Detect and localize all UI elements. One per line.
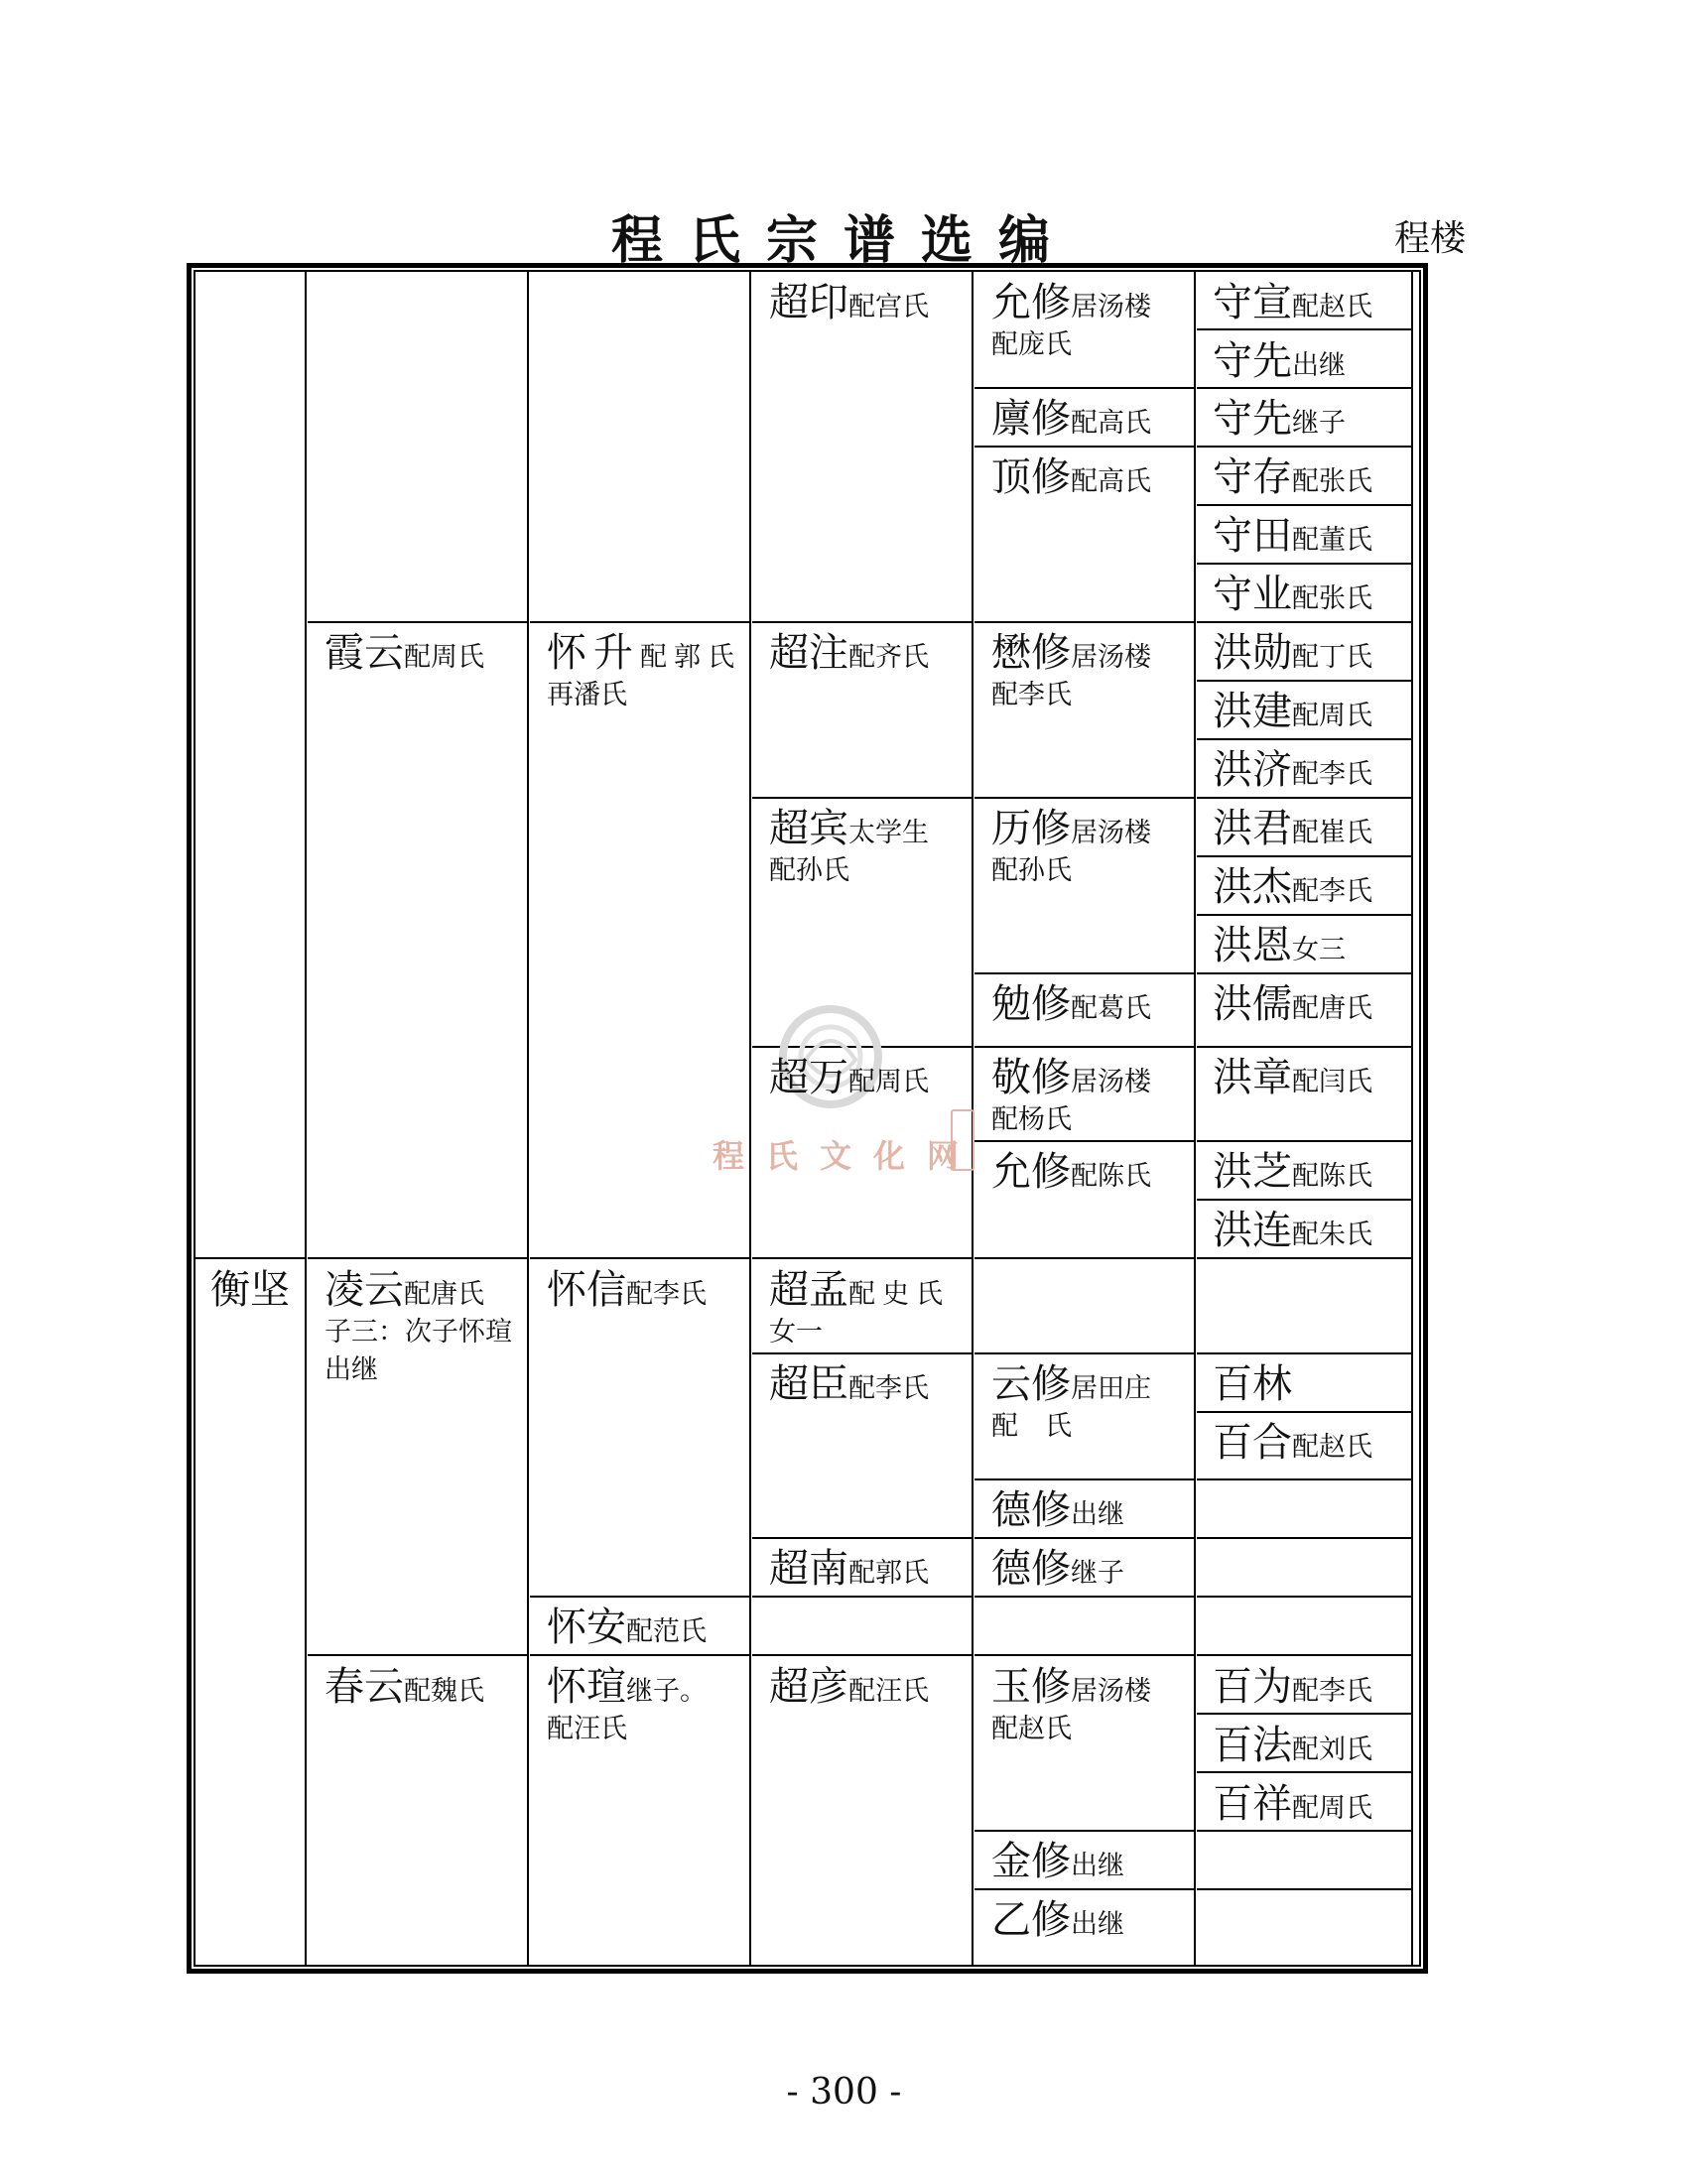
name: 勉修	[991, 981, 1071, 1027]
spouse: 配李氏	[626, 1279, 707, 1310]
person-huaisheng	[547, 630, 741, 716]
spouse: 配丁氏	[1292, 642, 1372, 673]
watermark-text: 程氏文化网	[713, 1137, 981, 1175]
person-shoucun	[1213, 454, 1372, 500]
person-hongen	[1213, 923, 1346, 968]
person-hongxun	[1213, 630, 1372, 676]
name: 凌云	[325, 1267, 404, 1313]
name: 守田	[1213, 513, 1292, 559]
name: 超万	[769, 1055, 848, 1100]
note: 继子	[1292, 408, 1346, 439]
spouse: 配赵氏	[1292, 1432, 1372, 1463]
name: 德修	[991, 1487, 1071, 1533]
spouse: 配庞氏	[991, 329, 1072, 360]
name: 百法	[1213, 1723, 1292, 1768]
name: 守先	[1213, 396, 1292, 442]
spouse: 配唐氏	[1292, 993, 1372, 1024]
person-linxiu	[991, 396, 1151, 442]
name: 春云	[325, 1664, 404, 1710]
spouse: 配周氏	[1292, 1793, 1372, 1824]
person-yixiu	[991, 1897, 1124, 1943]
person-chaowan	[769, 1055, 929, 1100]
name: 洪芝	[1213, 1149, 1292, 1195]
name: 怀升	[547, 630, 640, 676]
name: 允修	[991, 280, 1071, 325]
spouse: 配李氏	[1292, 759, 1372, 790]
name: 敬修	[991, 1055, 1071, 1100]
name: 廪修	[991, 396, 1071, 442]
person-baiwei	[1213, 1664, 1372, 1710]
note: 出继	[1071, 1499, 1124, 1530]
residence: 居汤楼	[1071, 1676, 1151, 1707]
person-baihe	[1213, 1420, 1372, 1466]
name: 允修	[991, 1149, 1071, 1195]
name: 超印	[769, 280, 848, 325]
name: 洪建	[1213, 689, 1292, 734]
person-yunxiu-1	[991, 280, 1151, 366]
name: 衡坚	[210, 1267, 290, 1313]
person-jinxiu	[991, 1839, 1124, 1884]
name: 洪济	[1213, 747, 1292, 793]
person-chunyun	[325, 1664, 484, 1710]
name: 超彦	[769, 1664, 848, 1710]
person-yuxiu	[991, 1664, 1151, 1750]
name: 超南	[769, 1546, 848, 1592]
name: 洪儒	[1213, 981, 1292, 1027]
name: 百祥	[1213, 1781, 1292, 1827]
spouse: 配周氏	[1292, 701, 1372, 731]
person-huaixin	[547, 1267, 707, 1313]
note: 出继	[1292, 350, 1346, 381]
watermark-stamp-icon	[951, 1109, 974, 1171]
spouse: 配赵氏	[1292, 292, 1372, 322]
person-lixiu	[991, 806, 1151, 892]
residence: 居汤楼	[1071, 642, 1151, 673]
spouse: 配齐氏	[848, 642, 929, 673]
spouse: 配郭氏	[640, 642, 741, 673]
name: 懋修	[991, 630, 1071, 676]
name: 云修	[991, 1361, 1071, 1407]
person-dexiu-1	[991, 1487, 1124, 1533]
name: 守宣	[1213, 280, 1292, 325]
person-shouye	[1213, 572, 1372, 617]
residence: 居汤楼	[1071, 292, 1151, 322]
note: 出继	[325, 1354, 378, 1385]
spouse: 配李氏	[1292, 1676, 1372, 1707]
name: 百为	[1213, 1664, 1292, 1710]
person-hongjie	[1213, 864, 1372, 910]
spouse: 配刘氏	[1292, 1734, 1372, 1765]
spouse: 配杨氏	[991, 1104, 1072, 1135]
spouse: 配闫氏	[1292, 1067, 1372, 1097]
name: 金修	[991, 1839, 1071, 1884]
person-bailin	[1213, 1361, 1292, 1407]
note: 继子	[1071, 1558, 1124, 1589]
note: 女三	[1292, 935, 1346, 965]
person-chaobin	[769, 806, 929, 892]
name: 超注	[769, 630, 848, 676]
spouse: 配陈氏	[1071, 1161, 1151, 1192]
person-dingxiu	[991, 454, 1151, 500]
name: 守先	[1213, 338, 1292, 384]
spouse: 配宫氏	[848, 292, 929, 322]
person-shouxian-2	[1213, 396, 1346, 442]
name: 洪恩	[1213, 923, 1292, 968]
spouse: 配李氏	[991, 680, 1072, 710]
person-baifa	[1213, 1723, 1372, 1768]
note: 出继	[1071, 1909, 1124, 1940]
spouse: 配汪氏	[547, 1714, 627, 1744]
person-hongji	[1213, 747, 1372, 793]
person-huaixuan	[547, 1664, 707, 1750]
spouse: 配范氏	[626, 1616, 707, 1647]
name: 洪章	[1213, 1055, 1292, 1100]
name: 洪君	[1213, 806, 1292, 851]
spouse: 配崔氏	[1292, 818, 1372, 848]
name: 超宾	[769, 806, 848, 851]
spouse: 配周氏	[404, 642, 484, 673]
name: 怀瑄	[547, 1664, 626, 1710]
name: 百合	[1213, 1420, 1292, 1466]
page-title: 程氏宗谱选编	[610, 210, 1076, 271]
person-maoxiu	[991, 630, 1151, 716]
person-yunxiu-2	[991, 1149, 1151, 1195]
person-hongzhang	[1213, 1055, 1372, 1100]
name: 历修	[991, 806, 1071, 851]
person-chaochen	[769, 1361, 929, 1407]
person-chaonan	[769, 1546, 929, 1592]
spouse: 配张氏	[1292, 583, 1372, 614]
spouse: 配 氏	[991, 1411, 1072, 1442]
spouse: 配高氏	[1071, 408, 1151, 439]
name: 洪杰	[1213, 864, 1292, 910]
residence: 居田庄	[1071, 1373, 1151, 1404]
person-baixiang	[1213, 1781, 1372, 1827]
spouse: 配董氏	[1292, 525, 1372, 556]
spouse: 配李氏	[848, 1373, 929, 1404]
spouse: 配郭氏	[848, 1558, 929, 1589]
name: 霞云	[325, 630, 404, 676]
note: 出继	[1071, 1851, 1124, 1881]
name: 守存	[1213, 454, 1292, 500]
name: 怀安	[547, 1605, 626, 1650]
page-number: - 300 -	[786, 2072, 902, 2113]
person-xiayun	[325, 630, 484, 676]
spouse: 配史氏	[848, 1279, 950, 1310]
person-hongjun	[1213, 806, 1372, 851]
spouse: 配魏氏	[404, 1676, 484, 1707]
name: 洪连	[1213, 1208, 1292, 1253]
name: 顶修	[991, 454, 1071, 500]
spouse: 配赵氏	[991, 1714, 1072, 1744]
person-shouxian-1	[1213, 338, 1346, 384]
name: 百林	[1213, 1361, 1292, 1407]
person-shouxuan	[1213, 280, 1372, 325]
person-lingyun	[325, 1267, 512, 1391]
person-hongjian	[1213, 689, 1372, 734]
person-mianxiu	[991, 981, 1151, 1027]
name: 超孟	[769, 1267, 848, 1313]
spouse: 配高氏	[1071, 466, 1151, 497]
spouse: 配汪氏	[848, 1676, 929, 1707]
person-chaoyan	[769, 1664, 929, 1710]
spouse: 配孙氏	[769, 855, 849, 886]
person-hongzhi	[1213, 1149, 1372, 1195]
note: 再潘氏	[547, 680, 627, 710]
spouse: 配陈氏	[1292, 1161, 1372, 1192]
name: 怀信	[547, 1267, 626, 1313]
spouse: 配周氏	[848, 1067, 929, 1097]
person-shoutian	[1213, 513, 1372, 559]
note: 女一	[769, 1317, 823, 1348]
note: 子三：次子怀瑄	[325, 1317, 512, 1348]
name: 守业	[1213, 572, 1292, 617]
spouse: 配唐氏	[404, 1279, 484, 1310]
person-dexiu-2	[991, 1546, 1124, 1592]
note: 太学生	[848, 818, 929, 848]
spouse: 配孙氏	[991, 855, 1072, 886]
person-huaian	[547, 1605, 707, 1650]
residence: 居汤楼	[1071, 818, 1151, 848]
location-label: 程楼	[1394, 218, 1467, 259]
spouse: 配朱氏	[1292, 1220, 1372, 1250]
name: 洪勋	[1213, 630, 1292, 676]
spouse: 配张氏	[1292, 466, 1372, 497]
person-honglian	[1213, 1208, 1372, 1253]
person-hongru	[1213, 981, 1372, 1027]
person-chaomeng	[769, 1267, 950, 1353]
name: 德修	[991, 1546, 1071, 1592]
name: 超臣	[769, 1361, 848, 1407]
person-chaoyin	[769, 280, 929, 325]
residence: 居汤楼	[1071, 1067, 1151, 1097]
person-jingxiu	[991, 1055, 1151, 1141]
spouse: 配葛氏	[1071, 993, 1151, 1024]
ancestor-hengjian	[210, 1267, 290, 1313]
person-chaozhu	[769, 630, 929, 676]
spouse: 配李氏	[1292, 876, 1372, 907]
note: 继子。	[626, 1676, 707, 1707]
person-yunxiu-3	[991, 1361, 1151, 1448]
name: 玉修	[991, 1664, 1071, 1710]
name: 乙修	[991, 1897, 1071, 1943]
